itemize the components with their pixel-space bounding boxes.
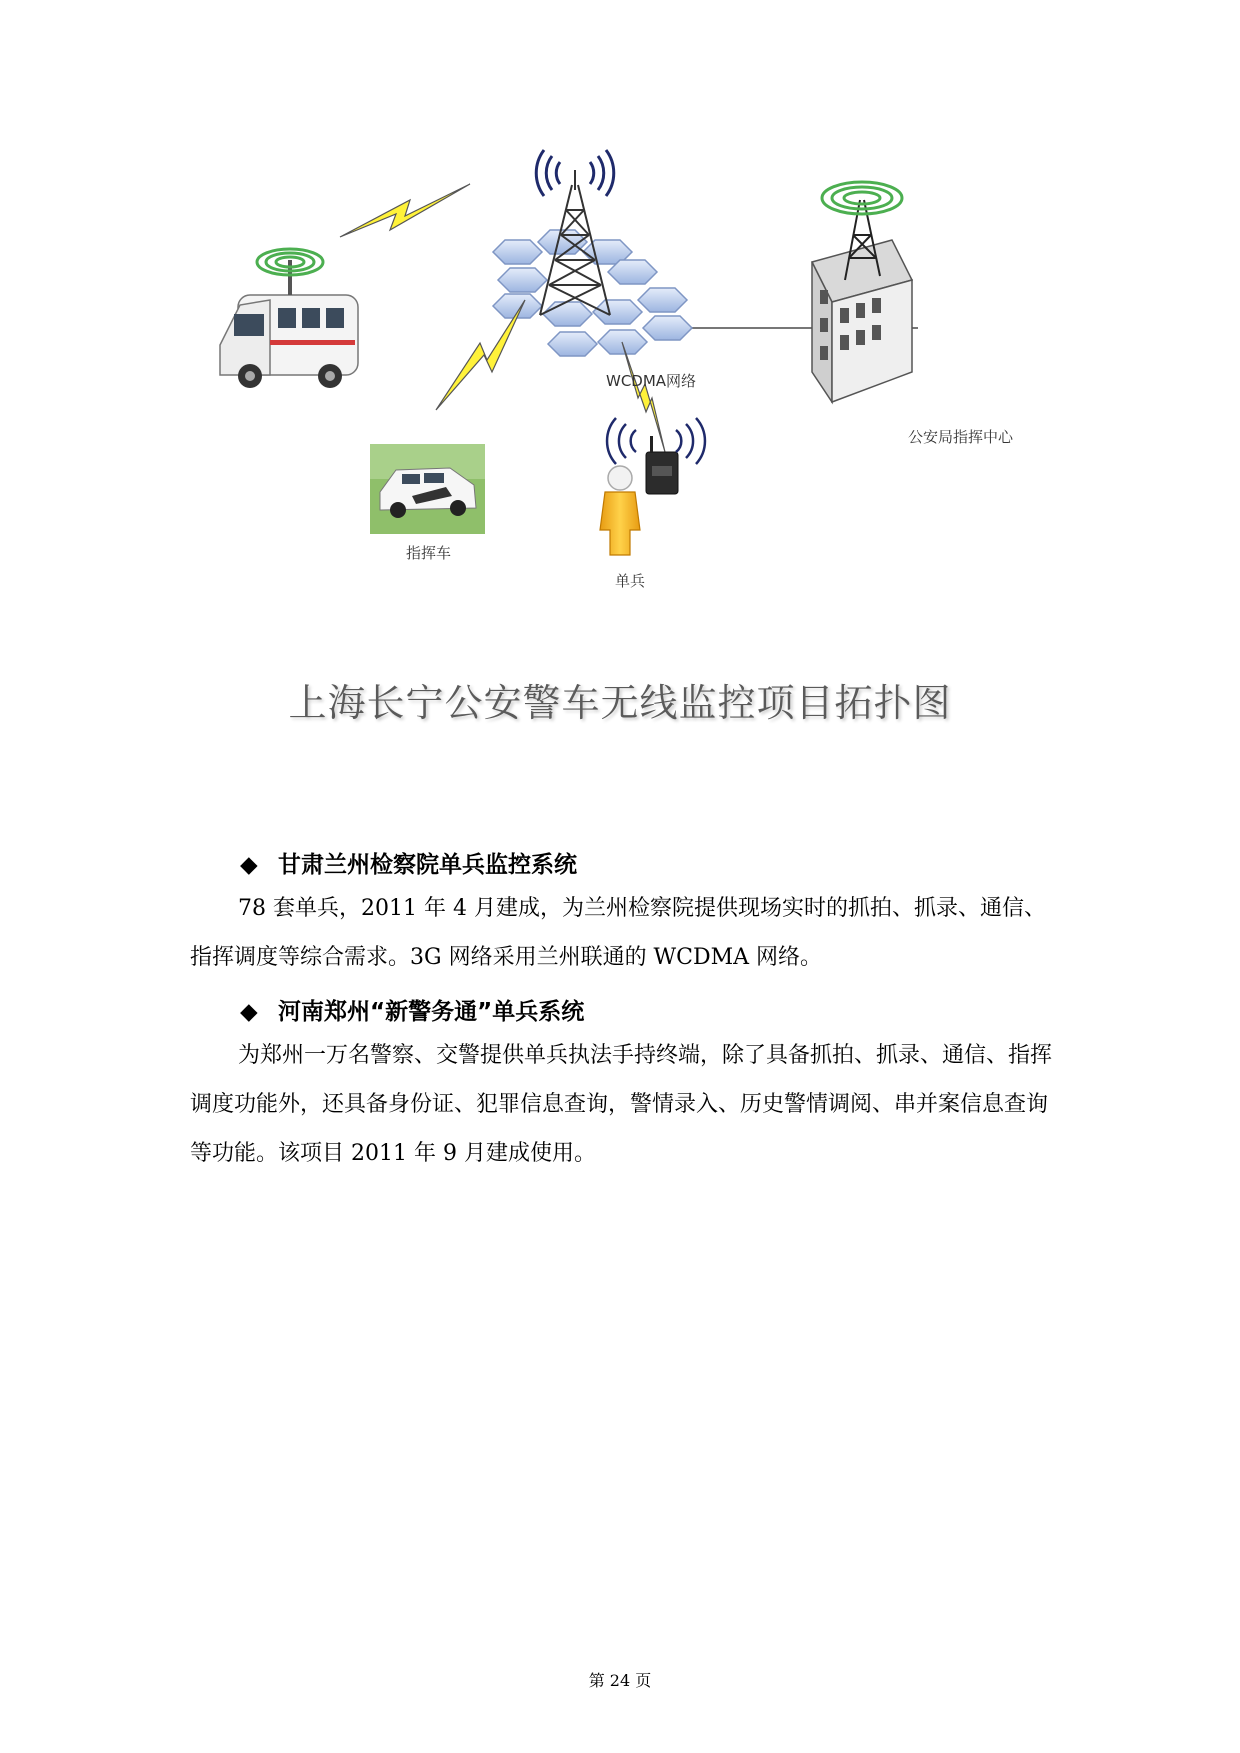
handheld-terminal-icon <box>646 436 678 494</box>
hexagon-network-icon <box>493 230 692 356</box>
command-center-building-icon <box>812 240 912 402</box>
section-heading <box>240 993 584 1026</box>
topology-diagram <box>200 140 1060 740</box>
section-heading-text: 甘肃兰州检察院单兵监控系统 <box>278 852 578 878</box>
soldier-person-icon <box>600 466 640 555</box>
diagram-title: 上海长宁公安警车无线监控项目拓扑图 <box>288 681 952 725</box>
network-label: WCDMA网络 <box>606 372 697 390</box>
page-number: 第 24 页 <box>588 1671 652 1690</box>
command-vehicle-label: 指挥车 <box>406 544 452 562</box>
surveillance-van-icon <box>220 260 358 388</box>
section-heading <box>240 846 577 879</box>
lightning-bolt-icon <box>622 342 665 452</box>
diamond-bullet-icon: ◆ <box>240 852 258 878</box>
building-signal-icon <box>822 182 902 214</box>
section-paragraph: 为郑州一万名警察、交警提供单兵执法手持终端，除了具备抓拍、抓录、通信、指挥调度功能外，还具备身份证、犯罪信息查询，警情录入、历史警情调阅、串并案信息查询等功能。该项目 2011 年 9 月建成使用。 <box>190 1043 1053 1166</box>
command-vehicle-photo <box>370 444 485 534</box>
command-center-label: 公安局指挥中心 <box>908 428 1014 446</box>
soldier-label: 单兵 <box>615 572 646 590</box>
section-heading-text: 河南郑州“新警务通”单兵系统 <box>278 999 585 1025</box>
diamond-bullet-icon: ◆ <box>240 999 258 1025</box>
section-paragraph: 78 套单兵，2011 年 4 月建成，为兰州检察院提供现场实时的抓拍、抓录、通信、指挥调度等综合需求。3G 网络采用兰州联通的 WCDMA 网络。 <box>190 896 1046 970</box>
lightning-bolt-icon <box>340 184 470 237</box>
